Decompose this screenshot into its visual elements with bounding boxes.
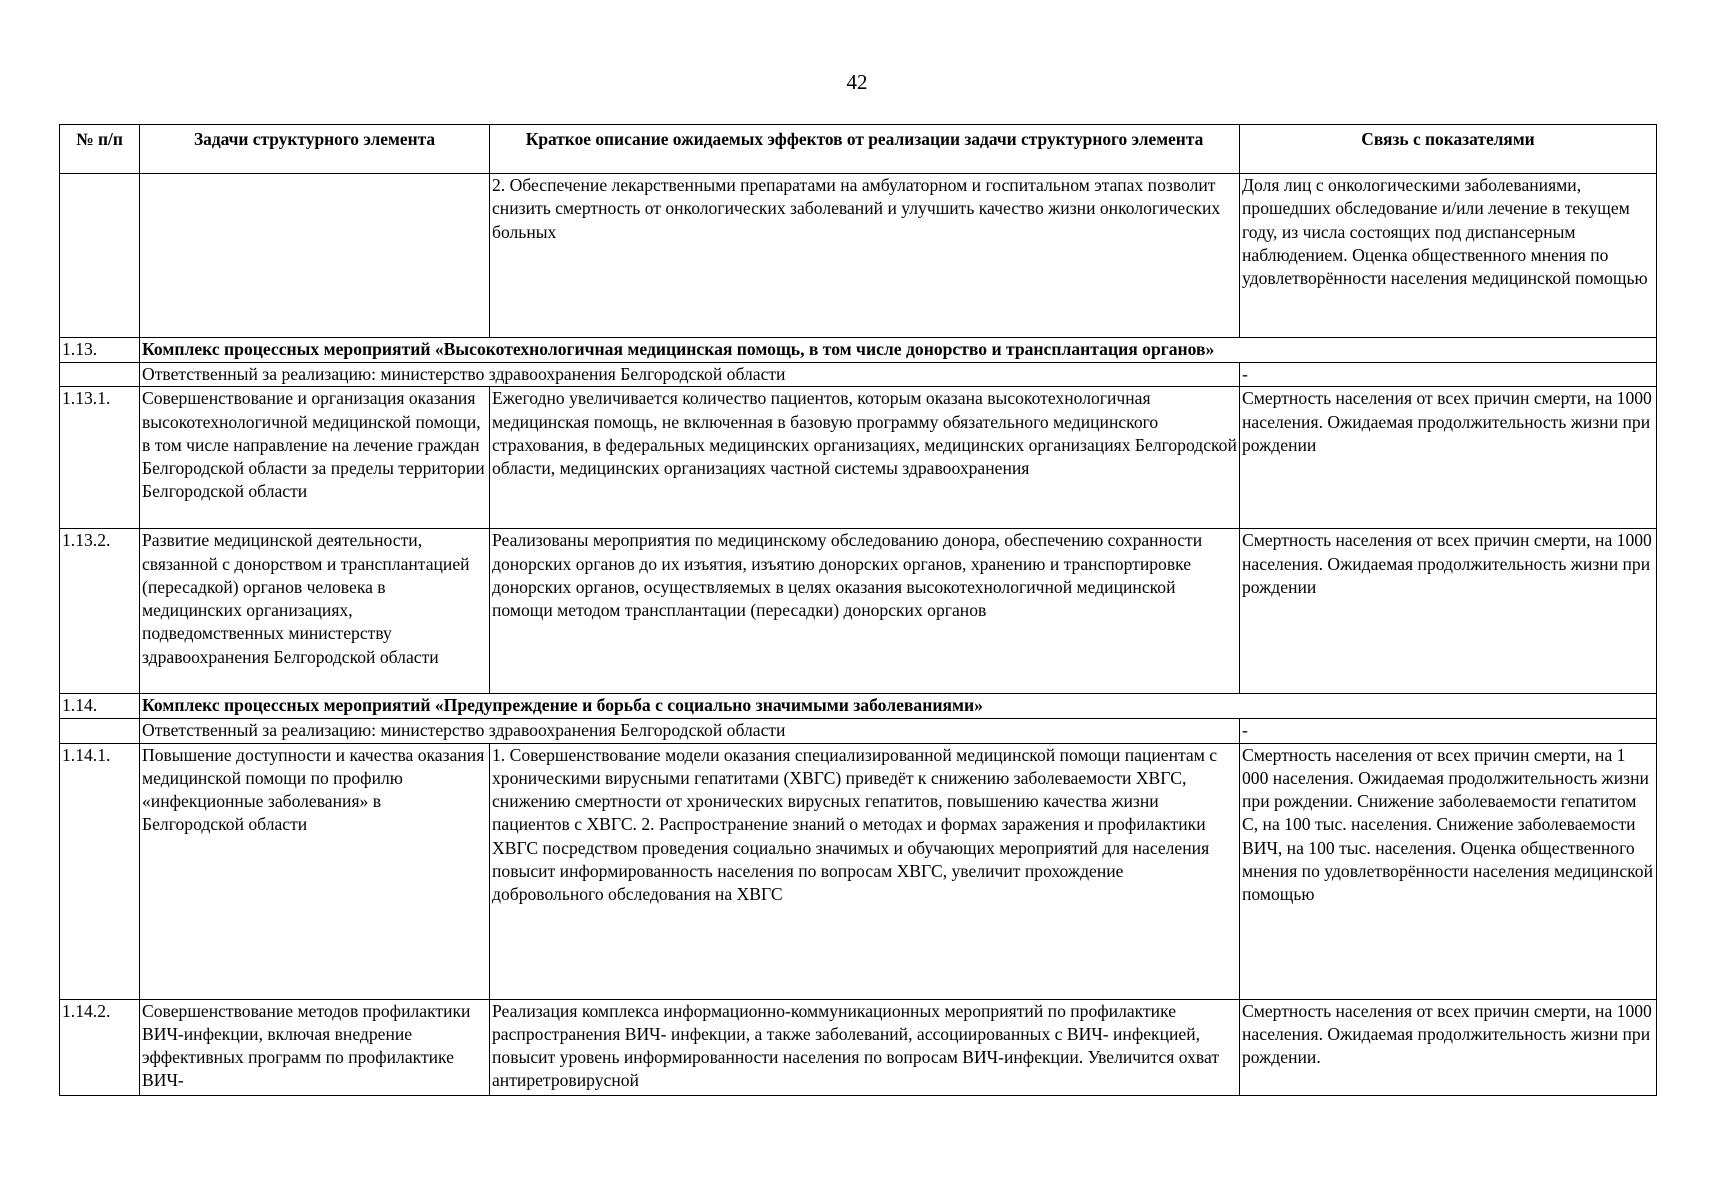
header-indicators: Связь с показателями	[1240, 125, 1657, 174]
table-row	[60, 999, 1657, 1095]
section-row	[60, 338, 1657, 363]
responsible-indicator: -	[1240, 363, 1657, 387]
row-effects: Ежегодно увеличивается количество пациентов, которым оказана высокотехнологичная медицинская помощь, не включенная в базовую программу обязательного медицинского страхования, в федеральных медицинских организациях, медицинских организациях Белгородской области, медицинских организациях частной системы здравоохранения	[490, 387, 1240, 529]
table-row	[60, 743, 1657, 999]
section-row	[60, 694, 1657, 719]
row-indicators: Смертность населения от всех причин смерти, на 1000 населения. Ожидаемая продолжительность жизни при рождении.	[1240, 999, 1657, 1095]
header-tasks: Задачи структурного элемента	[140, 125, 490, 174]
section-num: 1.13.	[60, 338, 140, 363]
row-task: Совершенствование и организация оказания высокотехнологичной медицинской помощи, в том числе направление на лечение граждан Белгородской области за пределы территории Белгородской области	[140, 387, 490, 529]
row-task: Развитие медицинской деятельности, связанной с донорством и трансплантацией (пересадкой) органов человека в медицинских организациях, подведомственных министерству здравоохранения Белгородской области	[140, 529, 490, 694]
section-num: 1.14.	[60, 694, 140, 719]
row-indicators: Смертность населения от всех причин смерти, на 1000 населения. Ожидаемая продолжительность жизни при рождении	[1240, 387, 1657, 529]
row-effects: Реализованы мероприятия по медицинскому обследованию донора, обеспечению сохранности донорских органов до их изъятия, изъятию донорских органов, хранению и транспортировке донорских органов, осуществляемых в целях оказания высокотехнологичной медицинской помощи методом трансплантации (пересадки) донорских органов	[490, 529, 1240, 694]
measures-table	[59, 124, 1657, 1096]
row-indicators: Доля лиц с онкологическими заболеваниями, прошедших обследование и/или лечение в текущем году, из числа состоящих под диспансерным наблюдением. Оценка общественного мнения по удовлетворённости населения медицинской помощью	[1240, 174, 1657, 338]
table-row	[60, 529, 1657, 694]
responsible-text: Ответственный за реализацию: министерство здравоохранения Белгородской области	[140, 719, 1240, 743]
row-task: Повышение доступности и качества оказания медицинской помощи по профилю «инфекционные заболевания» в Белгородской области	[140, 743, 490, 999]
row-num: 1.13.2.	[60, 529, 140, 694]
header-num: № п/п	[60, 125, 140, 174]
header-effects: Краткое описание ожидаемых эффектов от реализации задачи структурного элемента	[490, 125, 1240, 174]
section-title: Комплекс процессных мероприятий «Высокотехнологичная медицинская помощь, в том числе донорство и трансплантация органов»	[140, 338, 1657, 363]
row-num: 1.14.2.	[60, 999, 140, 1095]
row-effects: 1. Совершенствование модели оказания специализированной медицинской помощи пациентам с хроническими вирусными гепатитами (ХВГС) приведёт к снижению заболеваемости ХВГС, снижению смертности от хронических вирусных гепатитов, повышению качества жизни пациентов с ХВГС. 2. Распространение знаний о методах и формах заражения и профилактики ХВГС посредством проведения социально значимых и обучающих мероприятий для населения повысит информированность населения по вопросам ХВГС, увеличит прохождение добровольного обследования на ХВГС	[490, 743, 1240, 999]
empty-cell	[60, 719, 140, 743]
row-task	[140, 174, 490, 338]
responsible-indicator: -	[1240, 719, 1657, 743]
row-indicators: Смертность населения от всех причин смерти, на 1 000 населения. Ожидаемая продолжительность жизни при рождении. Снижение заболеваемости гепатитом С, на 100 тыс. населения. Снижение заболеваемости ВИЧ, на 100 тыс. населения. Оценка общественного мнения по удовлетворённости населения медицинской помощью	[1240, 743, 1657, 999]
responsible-text: Ответственный за реализацию: министерство здравоохранения Белгородской области	[140, 363, 1240, 387]
responsible-row	[60, 363, 1657, 387]
responsible-row	[60, 719, 1657, 743]
row-effects: Реализация комплекса информационно-коммуникационных мероприятий по профилактике распространения ВИЧ- инфекции, а также заболеваний, ассоциированных с ВИЧ- инфекцией, повысит уровень информированности населения по вопросам ВИЧ-инфекции. Увеличится охват антиретровирусной	[490, 999, 1240, 1095]
row-indicators: Смертность населения от всех причин смерти, на 1000 населения. Ожидаемая продолжительность жизни при рождении	[1240, 529, 1657, 694]
table-row	[60, 174, 1657, 338]
table-header-row	[60, 125, 1657, 174]
empty-cell	[60, 363, 140, 387]
row-num: 1.14.1.	[60, 743, 140, 999]
row-task: Совершенствование методов профилактики ВИЧ-инфекции, включая внедрение эффективных программ по профилактике ВИЧ-	[140, 999, 490, 1095]
row-effects: 2. Обеспечение лекарственными препаратами на амбулаторном и госпитальном этапах позволит снизить смертность от онкологических заболеваний и улучшить качество жизни онкологических больных	[490, 174, 1240, 338]
row-num	[60, 174, 140, 338]
row-num: 1.13.1.	[60, 387, 140, 529]
section-title: Комплекс процессных мероприятий «Предупреждение и борьба с социально значимыми заболеваниями»	[140, 694, 1657, 719]
page-number: 42	[846, 70, 868, 94]
table-row	[60, 387, 1657, 529]
